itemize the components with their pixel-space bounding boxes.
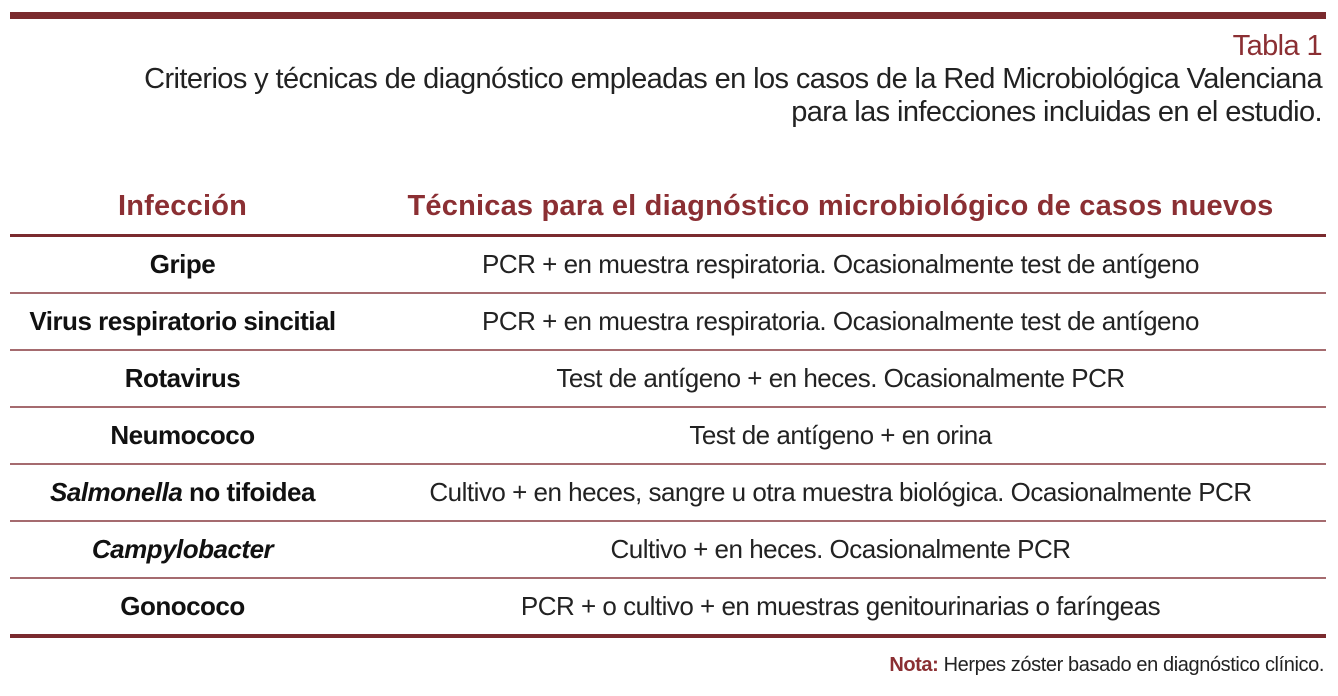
top-rule xyxy=(10,12,1326,19)
caption-line-1: Criterios y técnicas de diagnóstico empleadas en los casos de la Red Microbiológica Valenciana xyxy=(144,63,1322,95)
technique-cell: Test de antígeno + en orina xyxy=(355,407,1326,464)
technique-cell: PCR + o cultivo + en muestras genitourinarias o faríngeas xyxy=(355,578,1326,636)
infection-cell xyxy=(10,464,355,521)
table-label: Tabla 1 xyxy=(1232,30,1322,62)
infection-cell xyxy=(10,521,355,578)
infection-name: Neumococo xyxy=(110,420,255,450)
infection-cell xyxy=(10,407,355,464)
table-caption xyxy=(32,30,1322,129)
table-row xyxy=(10,407,1326,464)
table-row xyxy=(10,293,1326,350)
infection-cell xyxy=(10,578,355,636)
infection-name: no tifoidea xyxy=(182,477,315,507)
infection-name-italic: Salmonella xyxy=(50,477,183,507)
infection-cell xyxy=(10,350,355,407)
header-techniques: Técnicas para el diagnóstico microbiológico de casos nuevos xyxy=(355,178,1326,236)
technique-cell: Cultivo + en heces, sangre u otra muestra biológica. Ocasionalmente PCR xyxy=(355,464,1326,521)
infection-cell xyxy=(10,293,355,350)
header-infection: Infección xyxy=(10,178,355,236)
infection-name-italic: Campylobacter xyxy=(91,534,274,564)
infection-name: Virus respiratorio sincitial xyxy=(29,306,336,336)
infection-name: Gripe xyxy=(149,249,216,279)
table-row xyxy=(10,578,1326,636)
technique-cell: PCR + en muestra respiratoria. Ocasionalmente test de antígeno xyxy=(355,236,1326,294)
technique-cell: Cultivo + en heces. Ocasionalmente PCR xyxy=(355,521,1326,578)
table-row xyxy=(10,236,1326,294)
technique-cell: PCR + en muestra respiratoria. Ocasionalmente test de antígeno xyxy=(355,293,1326,350)
caption-line-2: para las infecciones incluidas en el estudio. xyxy=(791,96,1322,128)
note-text: Herpes zóster basado en diagnóstico clínico. xyxy=(938,654,1324,676)
infection-name: Rotavirus xyxy=(124,363,241,393)
note-label: Nota: xyxy=(889,654,939,676)
table-row xyxy=(10,521,1326,578)
diagnosis-table xyxy=(10,178,1326,638)
table-row xyxy=(10,350,1326,407)
infection-cell xyxy=(10,236,355,294)
table-note xyxy=(889,654,1324,677)
table-row xyxy=(10,464,1326,521)
technique-cell: Test de antígeno + en heces. Ocasionalmente PCR xyxy=(355,350,1326,407)
infection-name: Gonococo xyxy=(120,591,245,621)
table-header-row xyxy=(10,178,1326,236)
